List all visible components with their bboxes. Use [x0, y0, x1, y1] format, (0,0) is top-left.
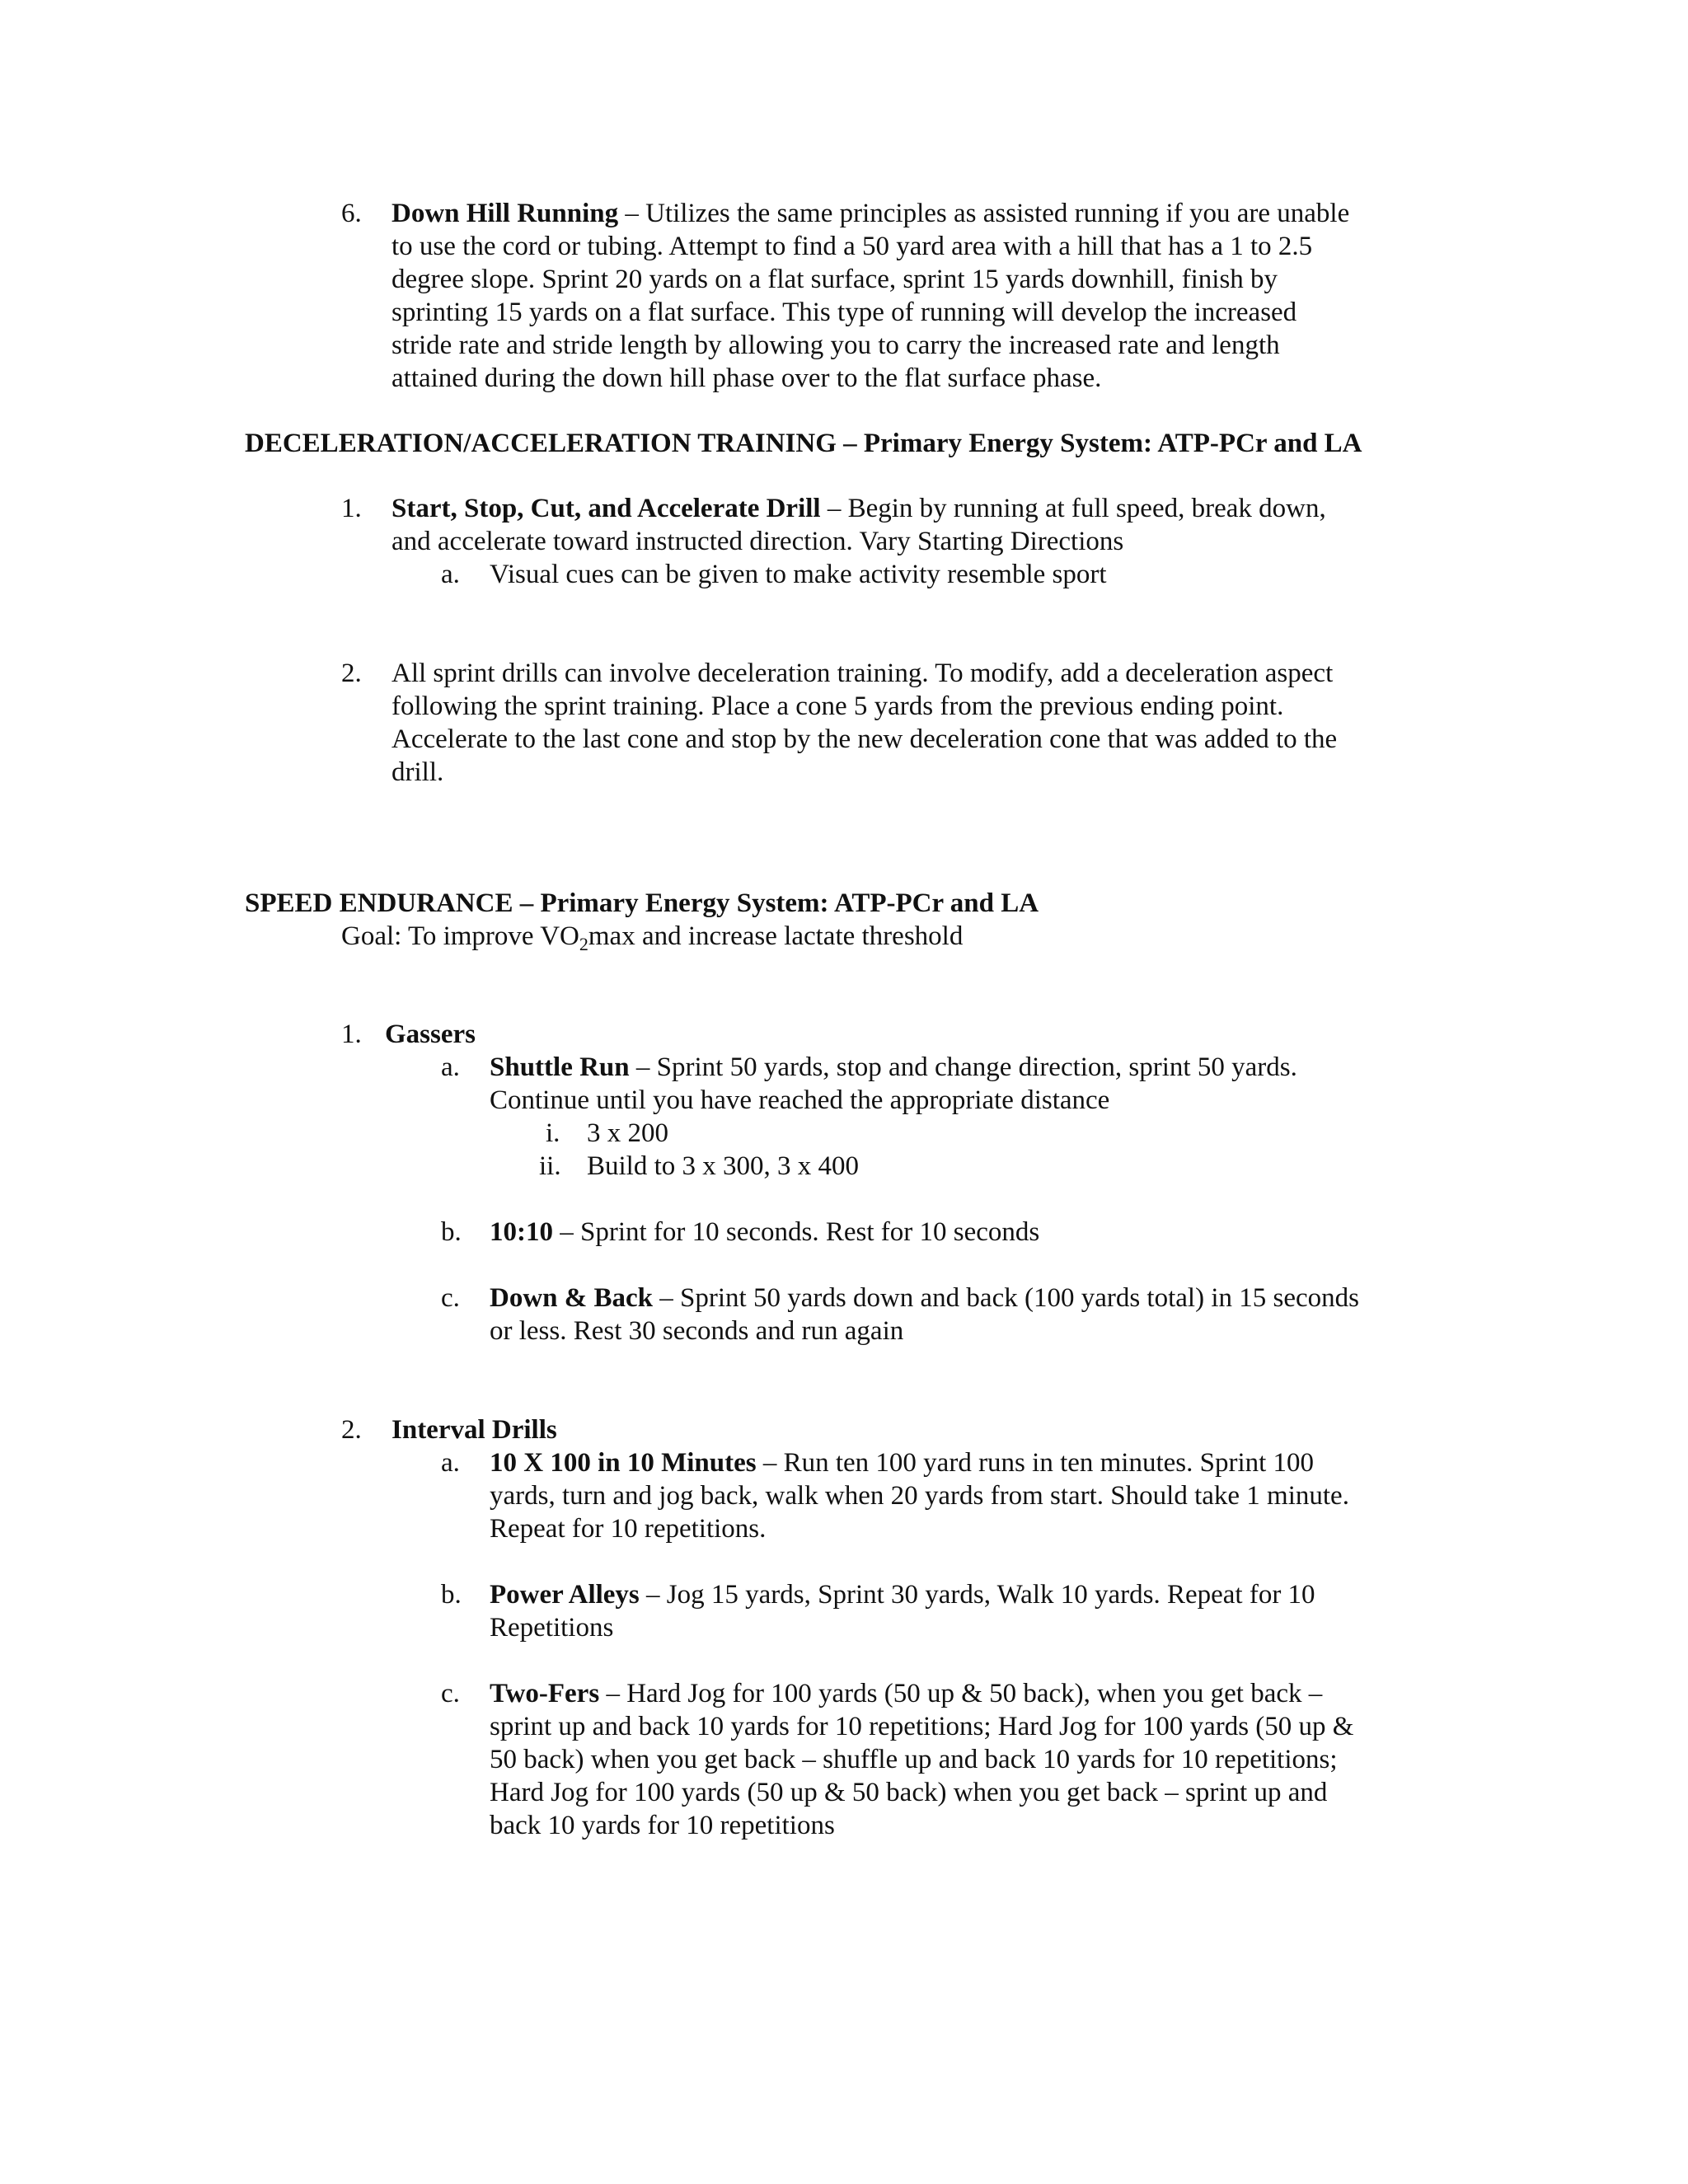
- sub-item-label: c.: [441, 1679, 460, 1708]
- sub-item-label: a.: [441, 1448, 460, 1478]
- sub-item-label: a.: [441, 560, 460, 589]
- roman-text: Build to 3 x 300, 3 x 400: [587, 1151, 860, 1181]
- sub-item-label: b.: [441, 1580, 462, 1610]
- text-line: or less. Rest 30 seconds and run again: [490, 1316, 904, 1346]
- text-line: stride rate and stride length by allowing you to carry the increased rate and length: [392, 330, 1280, 360]
- section-heading-deceleration: DECELERATION/ACCELERATION TRAINING – Primary Energy System: ATP-PCr and LA: [245, 429, 1362, 458]
- sub-item-10-10: [490, 1216, 1039, 1249]
- item-title: Down Hill Running: [392, 199, 619, 228]
- text-line: – Jog 15 yards, Sprint 30 yards, Walk 10 yards. Repeat for 10: [639, 1580, 1315, 1610]
- item-down-hill-running: [392, 197, 1349, 395]
- sub-item-down-and-back: [490, 1282, 1359, 1347]
- text-line: Hard Jog for 100 yards (50 up & 50 back) when you get back – sprint up and: [490, 1778, 1328, 1807]
- text-line: Accelerate to the last cone and stop by the new deceleration cone that was added to the: [392, 724, 1338, 754]
- sub-item-label: c.: [441, 1283, 460, 1313]
- text-line: yards, turn and jog back, walk when 20 yards from start. Should take 1 minute.: [490, 1481, 1349, 1511]
- item-number: 6.: [341, 199, 362, 228]
- text-line: – Utilizes the same principles as assisted running if you are unable: [618, 199, 1350, 228]
- item-number: 1.: [341, 494, 362, 523]
- text-line: Repeat for 10 repetitions.: [490, 1514, 767, 1544]
- roman-text: 3 x 200: [587, 1118, 668, 1148]
- item-title: Down & Back: [490, 1283, 654, 1313]
- text-line: – Run ten 100 yard runs in ten minutes. Sprint 100: [756, 1448, 1315, 1478]
- item-title: Shuttle Run: [490, 1052, 630, 1082]
- item-start-stop-cut: [392, 492, 1326, 558]
- text-line: – Sprint 50 yards down and back (100 yards total) in 15 seconds: [653, 1283, 1359, 1313]
- text-line: – Begin by running at full speed, break down,: [820, 494, 1326, 523]
- item-number: 2.: [341, 1415, 362, 1445]
- item-gassers-title: Gassers: [385, 1019, 476, 1049]
- sub-item-text: Visual cues can be given to make activity resemble sport: [490, 560, 1107, 589]
- text-line: back 10 yards for 10 repetitions: [490, 1811, 835, 1840]
- item-title: Start, Stop, Cut, and Accelerate Drill: [392, 494, 821, 523]
- sub-item-10x100: [490, 1446, 1349, 1545]
- item-title: Power Alleys: [490, 1580, 640, 1610]
- sub-item-label: b.: [441, 1217, 462, 1247]
- item-title: 10:10: [490, 1217, 553, 1247]
- item-sprint-drills: [392, 657, 1337, 789]
- roman-label: i.: [546, 1118, 560, 1148]
- text-line: following the sprint training. Place a cone 5 yards from the previous ending point.: [392, 691, 1284, 721]
- sub-item-two-fers: [490, 1677, 1353, 1842]
- section-heading-speed-endurance: SPEED ENDURANCE – Primary Energy System: ATP-PCr and LA: [245, 888, 1039, 918]
- sub-item-shuttle-run: [490, 1051, 1297, 1117]
- sub-item-label: a.: [441, 1052, 460, 1082]
- text-line: sprint up and back 10 yards for 10 repetitions; Hard Jog for 100 yards (50 up &: [490, 1712, 1354, 1741]
- text-line: – Hard Jog for 100 yards (50 up & 50 back), when you get back –: [599, 1679, 1323, 1708]
- item-title: Two-Fers: [490, 1679, 600, 1708]
- text-line: All sprint drills can involve deceleration training. To modify, add a deceleration aspect: [392, 658, 1334, 688]
- text-line: Repetitions: [490, 1613, 614, 1643]
- item-number: 1.: [341, 1019, 362, 1049]
- text-line: – Sprint 50 yards, stop and change direction, sprint 50 yards.: [629, 1052, 1297, 1082]
- text-line: drill.: [392, 757, 444, 787]
- text-line: to use the cord or tubing. Attempt to find a 50 yard area with a hill that has a 1 to 2.5: [392, 232, 1313, 261]
- text-line: 50 back) when you get back – shuffle up and back 10 yards for 10 repetitions;: [490, 1745, 1338, 1774]
- item-interval-drills-title: Interval Drills: [392, 1415, 557, 1445]
- subscript-2: 2: [579, 934, 588, 954]
- roman-label: ii.: [539, 1151, 561, 1181]
- text-line: degree slope. Sprint 20 yards on a flat surface, sprint 15 yards downhill, finish by: [392, 265, 1278, 294]
- item-title: 10 X 100 in 10 Minutes: [490, 1448, 757, 1478]
- text-line: Continue until you have reached the appropriate distance: [490, 1085, 1110, 1115]
- text-line: – Sprint for 10 seconds. Rest for 10 seconds: [553, 1217, 1040, 1247]
- text-line: and accelerate toward instructed direction. Vary Starting Directions: [392, 527, 1124, 556]
- sub-item-power-alleys: [490, 1578, 1315, 1644]
- goal-text: Goal: To improve $VO_2\max$ and increase lactate threshold: [341, 921, 964, 954]
- text-line: sprinting 15 yards on a flat surface. This type of running will develop the increased: [392, 298, 1297, 327]
- item-number: 2.: [341, 658, 362, 688]
- text-line: attained during the down hill phase over to the flat surface phase.: [392, 363, 1102, 393]
